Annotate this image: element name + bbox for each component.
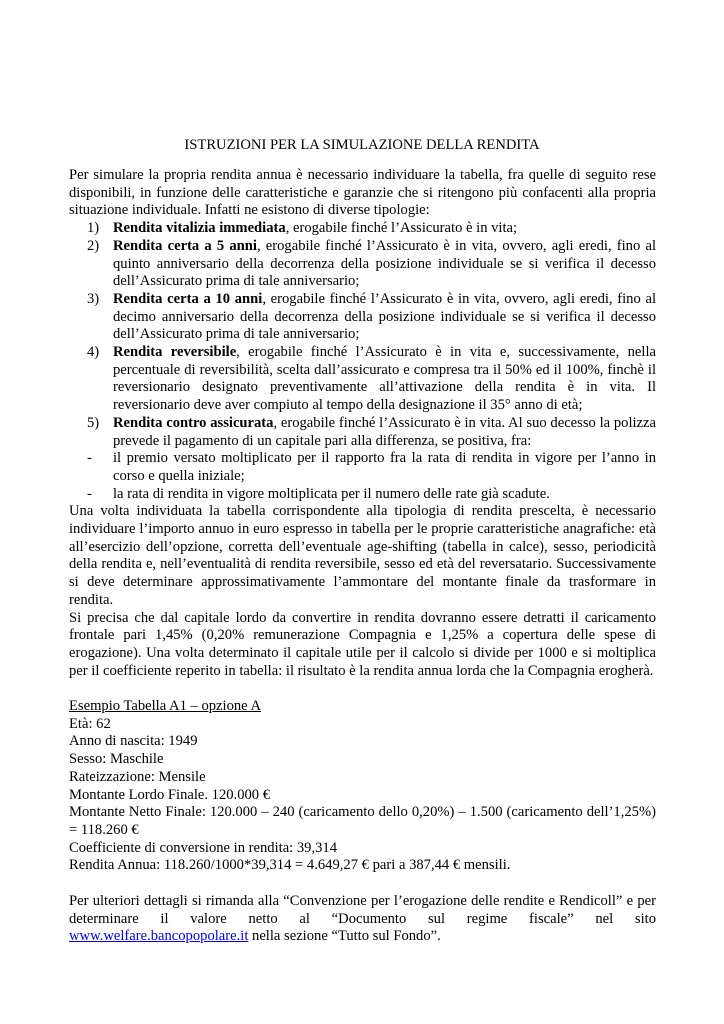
- rendita-types-list: [69, 220, 656, 503]
- example-line: Anno di nascita: 1949: [69, 733, 198, 750]
- example-line: Età: 62: [69, 715, 111, 732]
- intro-paragraph: Per simulare la propria rendita annua è necessario individuare la tabella, fra quelle di seguito rese disponibili, in funzione delle caratteristiche e garanzie che si ritengono più confacenti alla propria situazione individuale. Infatti ne esistono di diverse tipologie:: [69, 167, 656, 219]
- example-line: Rateizzazione: Mensile: [69, 768, 206, 785]
- example-line: Montante Lordo Finale. 120.000 €: [69, 786, 271, 803]
- paragraph-table-selection: Una volta individuata la tabella corrispondente alla tipologia di rendita prescelta, è necessario individuare l’importo annuo in euro espresso in tabella per le proprie caratteristiche anagrafiche: età all’esercizio dell’opzione, corretta dell’eventuale age-shifting (tabella in calce), sesso, periodicità della rendita e, nell’eventualità di rendita reversibile, sesso ed età del reversatario. Successivamente si deve determinare approssimativamente l’ammontare del montante finale da trasformare in rendita.: [69, 503, 656, 608]
- paragraph-caricamento: Si precisa che dal capitale lordo da convertire in rendita dovranno essere detratti il caricamento frontale pari 1,45% (0,20% remunerazione Compagnia e 1,25% a copertura delle spese di erogazione). Una volta determinato il capitale utile per il calcolo si divide per 1000 e si moltiplica per il coefficiente reperito in tabella: il risultato è la rendita annua lorda che la Compagnia erogherà.: [69, 609, 656, 679]
- list-item: 4) Rendita reversibile, erogabile finché l’Assicurato è in vita e, successivamente, nella percentuale di reversibilità, scelta dall’assicurato e compresa tra il 50% ed il 100%, finchè il reversionario designato preventivamente all’attivazione della rendita è in vita. Il reversionario deve aver compiuto al tempo della designazione il 35° anno di età;: [87, 344, 656, 414]
- example-line: Sesso: Maschile: [69, 751, 164, 768]
- list-item: 5) Rendita contro assicurata, erogabile finché l’Assicurato è in vita. Al suo decesso la polizza prevede il pagamento di un capitale pari alla differenza, se positiva, fra:: [87, 414, 656, 449]
- example-line: Rendita Annua: 118.260/1000*39,314 = 4.649,27 € pari a 387,44 € mensili.: [69, 857, 511, 874]
- document-title: ISTRUZIONI PER LA SIMULAZIONE DELLA RENDITA: [184, 137, 540, 153]
- document-body: [69, 167, 656, 946]
- welfare-site-link[interactable]: www.welfare.bancopopolare.it: [69, 928, 249, 945]
- dash-item: - la rata di rendita in vigore moltiplicata per il numero delle rate già scadute.: [87, 485, 550, 502]
- list-item: 2) Rendita certa a 5 anni, erogabile finché l’Assicurato è in vita, ovvero, agli eredi, fino al quinto anniversario della decorrenza della posizione individuale se si verifica il decesso dell’Assicurato prima di tale anniversario;: [87, 237, 656, 290]
- list-item: 3) Rendita certa a 10 anni, erogabile finché l’Assicurato è in vita, ovvero, agli eredi, fino al decimo anniversario della decorrenza della posizione individuale se si verifica il decesso dell’Assicurato prima di tale anniversario;: [87, 290, 657, 343]
- dash-item: - il premio versato moltiplicato per il rapporto fra la rata di rendita in vigore per l’anno in corso e quella iniziale;: [87, 450, 656, 484]
- example-heading: Esempio Tabella A1 – opzione A: [69, 698, 262, 715]
- example-block: [69, 698, 656, 875]
- example-line: Montante Netto Finale: 120.000 – 240 (caricamento dello 0,20%) – 1.500 (caricamento dell’1,25%) = 118.260 €: [69, 804, 656, 838]
- list-item: 1) Rendita vitalizia immediata, erogabile finché l’Assicurato è in vita;: [87, 220, 518, 237]
- example-line: Coefficiente di conversione in rendita: 39,314: [69, 839, 338, 856]
- footer-paragraph: Per ulteriori dettagli si rimanda alla “Convenzione per l’erogazione delle rendite e Rendicoll” e per determinare il valore netto al “Documento sul regime fiscale” nel sito www.welfare.bancopopolare.it nella sezione “Tutto sul Fondo”.: [69, 892, 656, 945]
